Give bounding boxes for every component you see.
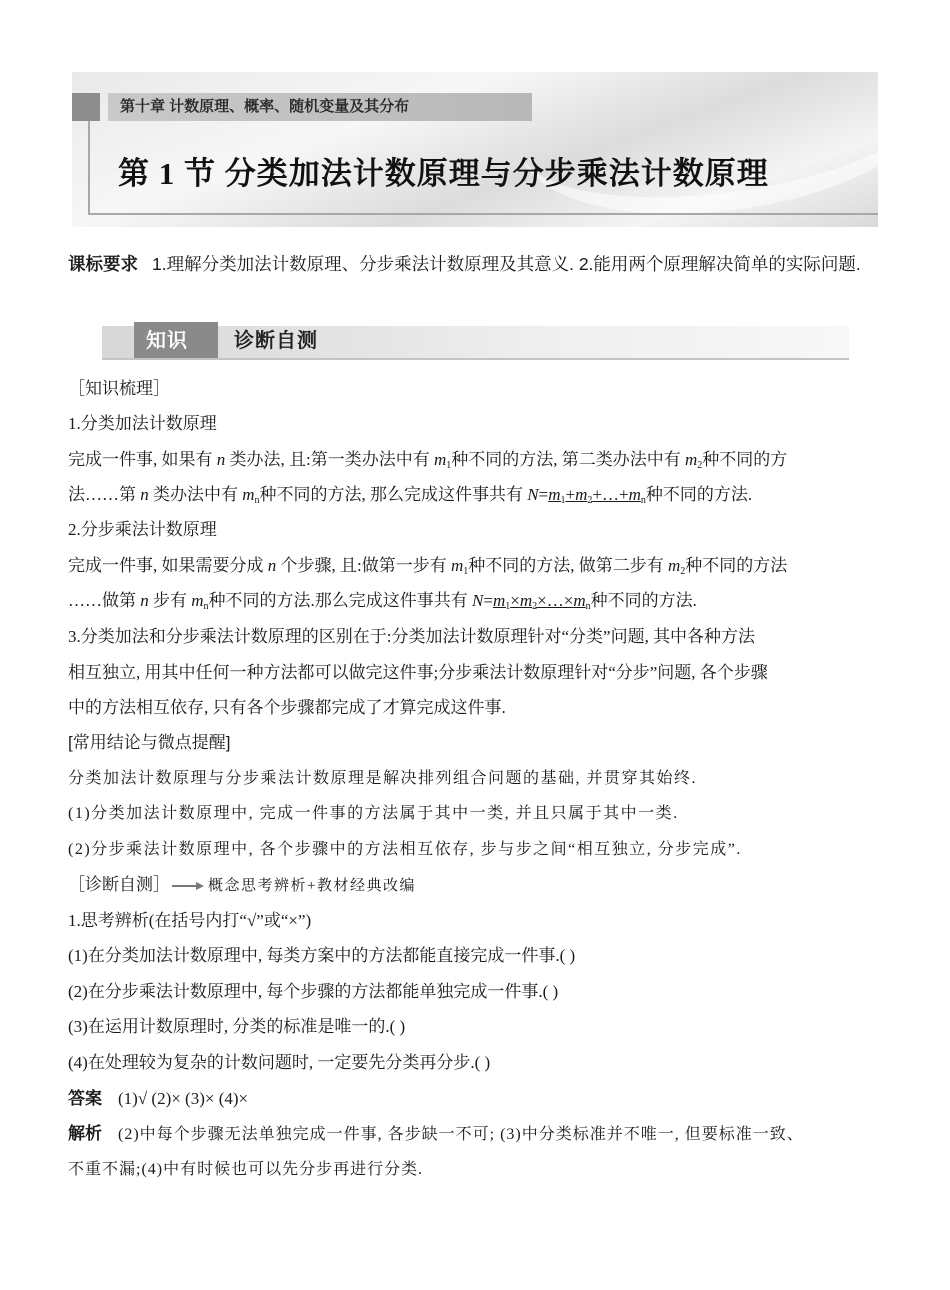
answer-label: 答案 bbox=[68, 1089, 102, 1108]
text-run: 完成一件事, 如果有 bbox=[68, 450, 217, 469]
var-n: n bbox=[267, 556, 277, 575]
subscript-2: 2 bbox=[532, 601, 538, 612]
item2-title: 2.分步乘法计数原理 bbox=[68, 520, 217, 539]
var-n: n bbox=[140, 591, 149, 610]
product-ellipsis: ×…× bbox=[537, 591, 574, 610]
text-run: 种不同的方法.那么完成这件事共有 bbox=[208, 591, 473, 610]
question-title: 1.思考辨析(在括号内打“√”或“×”) bbox=[68, 911, 312, 930]
diagnosis-tagline: 概念思考辨析+教材经典改编 bbox=[208, 878, 416, 894]
knowledge-heading: ［知识梳理］ bbox=[68, 379, 170, 398]
answer-text: (1)√ (2)× (3)× (4)× bbox=[118, 1089, 249, 1108]
subscript-n: n bbox=[254, 495, 260, 506]
var-m: m bbox=[242, 485, 255, 504]
remarks-line1: 分类加法计数原理与分步乘法计数原理是解决排列组合问题的基础, 并贯穿其始终. bbox=[68, 770, 698, 787]
chapter-banner bbox=[72, 72, 878, 227]
text-run: 种不同的方法 bbox=[685, 556, 788, 575]
diagnosis-heading-row bbox=[68, 868, 416, 903]
analysis-line1: (2)中每个步骤无法单独完成一件事, 各步缺一不可; (3)中分类标准并不唯一, 但要标准一致、 bbox=[118, 1126, 804, 1143]
text-run: 种不同的方法, 做第二步有 bbox=[468, 556, 669, 575]
text-run: ……做第 bbox=[68, 591, 141, 610]
remarks-heading: [常用结论与微点提醒] bbox=[68, 733, 231, 752]
question-2: (2)在分步乘法计数原理中, 每个步骤的方法都能单独完成一件事.( ) bbox=[68, 982, 559, 1001]
subscript-n: n bbox=[585, 601, 591, 612]
var-m: m bbox=[433, 450, 447, 469]
equals-sign: = bbox=[483, 591, 493, 610]
subscript-2: 2 bbox=[697, 460, 703, 471]
sum-formula bbox=[548, 485, 646, 504]
text-run: 种不同的方法, 那么完成这件事共有 bbox=[259, 485, 528, 504]
remarks-line2: (1)分类加法计数原理中, 完成一件事的方法属于其中一类, 并且只属于其中一类. bbox=[68, 805, 679, 822]
item3-line1: 3.分类加法和分步乘法计数原理的区别在于:分类加法计数原理针对“分类”问题, 其中各种方法 bbox=[68, 627, 756, 646]
subscript-n: n bbox=[203, 601, 209, 612]
section-bar bbox=[102, 322, 849, 360]
var-N: N bbox=[527, 485, 539, 504]
var-m: m bbox=[450, 556, 464, 575]
item1-line1 bbox=[68, 443, 787, 483]
var-m: m bbox=[668, 556, 681, 575]
chapter-marker bbox=[72, 93, 100, 121]
requirements-text: 1.理解分类加法计数原理、分步乘法计数原理及其意义. 2.能用两个原理解决简单的实际问题. bbox=[152, 254, 861, 274]
var-N: N bbox=[472, 591, 484, 610]
requirements-label: 课标要求 bbox=[68, 254, 138, 274]
text-run: 种不同的方法, 第二类办法中有 bbox=[451, 450, 686, 469]
text-run: 完成一件事, 如果需要分成 bbox=[68, 556, 268, 575]
subscript-2: 2 bbox=[680, 566, 686, 577]
arrow-right-icon bbox=[172, 882, 204, 890]
section-bar-diagnosis: 诊断自测 bbox=[234, 330, 318, 352]
subscript-1: 1 bbox=[505, 601, 511, 612]
subscript-2: 2 bbox=[587, 495, 593, 506]
var-m: m bbox=[548, 485, 561, 504]
var-m: m bbox=[628, 485, 641, 504]
var-n: n bbox=[216, 450, 226, 469]
text-run: 种不同的方 bbox=[702, 450, 788, 469]
text-run: 种不同的方法. bbox=[590, 591, 697, 610]
var-m: m bbox=[573, 591, 586, 610]
analysis-row bbox=[68, 1117, 804, 1152]
var-m: m bbox=[492, 591, 506, 610]
remarks-line3: (2)分步乘法计数原理中, 各个步骤中的方法相互依存, 步与步之间“相互独立, 分步完成”. bbox=[68, 841, 742, 858]
subscript-1: 1 bbox=[446, 460, 452, 471]
section-title: 第 1 节 分类加法计数原理与分步乘法计数原理 bbox=[118, 156, 769, 191]
text-run: 法……第 bbox=[68, 485, 141, 504]
product-formula bbox=[493, 591, 591, 610]
var-m: m bbox=[191, 591, 204, 610]
times-sign: × bbox=[510, 591, 520, 610]
var-m: m bbox=[519, 591, 533, 610]
question-1: (1)在分类加法计数原理中, 每类方案中的方法都能直接完成一件事.( ) bbox=[68, 946, 576, 965]
text-run: 个步骤, 且:做第一步有 bbox=[276, 556, 451, 575]
text-run: 类办法, 且:第一类办法中有 bbox=[225, 450, 434, 469]
question-4: (4)在处理较为复杂的计数问题时, 一定要先分类再分步.( ) bbox=[68, 1053, 491, 1072]
analysis-line2: 不重不漏;(4)中有时候也可以先分步再进行分类. bbox=[68, 1161, 424, 1178]
curriculum-requirements bbox=[68, 246, 883, 282]
diagnosis-heading: ［诊断自测］ bbox=[68, 875, 170, 894]
subscript-n: n bbox=[640, 495, 646, 506]
banner-border-left bbox=[88, 121, 90, 215]
subscript-1: 1 bbox=[463, 566, 469, 577]
section-bar-knowledge: 知识 bbox=[146, 330, 188, 352]
item3-line2: 相互独立, 用其中任何一种方法都可以做完这件事;分步乘法计数原理针对“分步”问题, 各个步骤 bbox=[68, 663, 768, 682]
item1-title: 1.分类加法计数原理 bbox=[68, 414, 217, 433]
item2-line2 bbox=[68, 584, 697, 624]
banner-border-bottom bbox=[88, 213, 878, 215]
plus-sign: + bbox=[565, 485, 576, 504]
var-m: m bbox=[575, 485, 588, 504]
text-run: 步有 bbox=[148, 591, 192, 610]
sum-ellipsis: +…+ bbox=[592, 485, 629, 504]
answer-row bbox=[68, 1082, 248, 1116]
text-run: 类办法中有 bbox=[148, 485, 243, 504]
item1-line2 bbox=[68, 478, 752, 518]
var-m: m bbox=[685, 450, 698, 469]
text-run: 种不同的方法. bbox=[645, 485, 753, 504]
item3-line3: 中的方法相互依存, 只有各个步骤都完成了才算完成这件事. bbox=[68, 698, 506, 717]
question-3: (3)在运用计数原理时, 分类的标准是唯一的.( ) bbox=[68, 1017, 406, 1036]
analysis-label: 解析 bbox=[68, 1124, 102, 1143]
item2-line1 bbox=[68, 549, 787, 589]
subscript-1: 1 bbox=[560, 495, 566, 506]
var-n: n bbox=[140, 485, 149, 504]
chapter-title: 第十章 计数原理、概率、随机变量及其分布 bbox=[120, 98, 410, 115]
equals-sign: = bbox=[538, 485, 549, 504]
